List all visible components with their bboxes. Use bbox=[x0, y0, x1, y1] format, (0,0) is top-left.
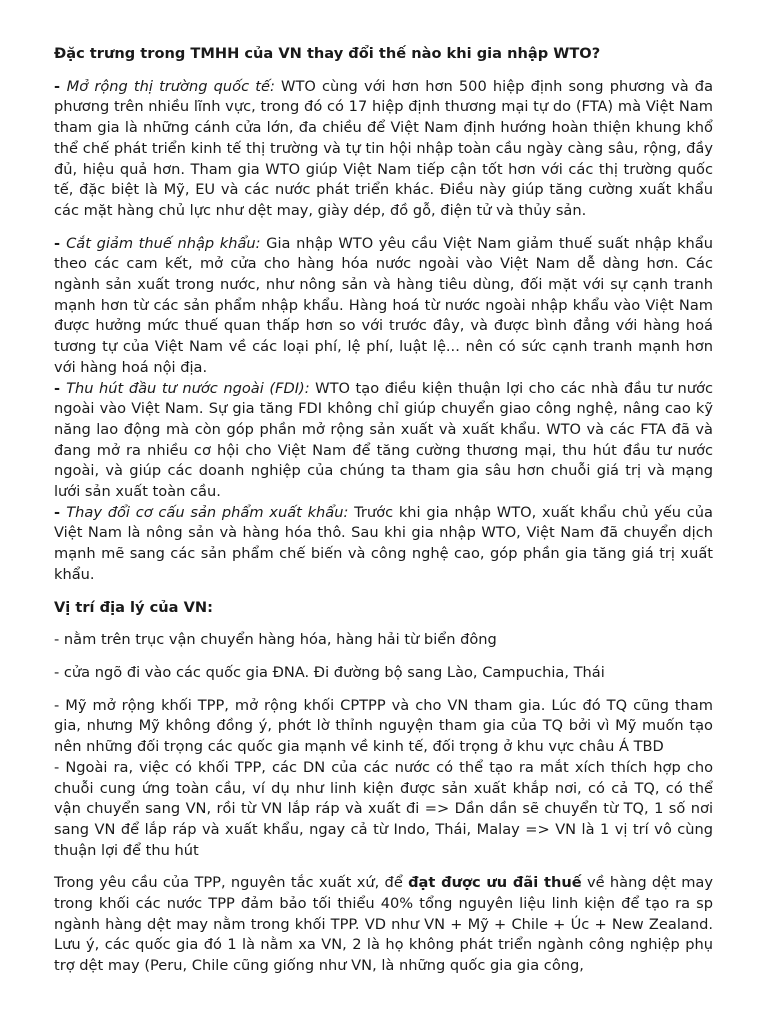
item-dash: - bbox=[54, 77, 67, 95]
item-text: WTO tạo điều kiện thuận lợi cho các nhà đầu tư nước ngoài vào Việt Nam. Sự gia tăng FDI không chỉ giúp chuyển giao công nghệ, nâng cao kỹ năng lao động mà còn góp phần mở rộng sản xuất và xuất khẩu. WTO và các FTA đã và đang mở ra nhiều cơ hội cho Việt Nam để tăng cường thương mại, thu hút đầu tư nước ngoài, và giúp các doanh nghiệp của chúng ta tham gia sâu hơn chuỗi giá trị và mạng lưới sản xuất toàn cầu. bbox=[54, 379, 713, 501]
item-dash: - bbox=[54, 503, 67, 521]
origin-text-post: về hàng dệt may trong khối các nước TPP đảm bảo tối thiểu 40% tổng nguyên liệu linh kiện để tạo ra sp ngành hàng dệt may nằm trong khối TPP. VD như VN + Mỹ + Chile + Úc + New Zealand. Lưu ý, các quốc gia đó 1 là nằm xa VN, 2 là họ không phát triển ngành công nghiệp phụ trợ dệt may (Peru, Chile cũng giống như VN, là những quốc gia gia công, bbox=[54, 874, 713, 975]
section1-heading: Đặc trưng trong TMHH của VN thay đổi thế nào khi gia nhập WTO? bbox=[54, 45, 601, 62]
document-content bbox=[54, 44, 713, 977]
geo-para-supply-chain: - Ngoài ra, việc có khối TPP, các DN của các nước có thể tạo ra mắt xích thích hợp cho chuỗi cung ứng toàn cầu, ví dụ như linh kiện được sản xuất khắp nơi, có cả TQ, có thể vận chuyển sang VN, rồi từ VN lắp ráp và xuất đi => Dần dần sẽ chuyển từ TQ, 1 số nơi sang VN để lắp ráp và xuất khẩu, ngay cả từ Indo, Thái, Malay => VN là 1 vị trí vô cùng thuận lợi để thu hút bbox=[54, 758, 713, 859]
item-expand-markets bbox=[54, 77, 713, 222]
item-label: Thu hút đầu tư nước ngoài (FDI): bbox=[66, 379, 310, 397]
item-label: Thay đổi cơ cấu sản phẩm xuất khẩu: bbox=[66, 503, 349, 521]
geo-para-tpp: - Mỹ mở rộng khối TPP, mở rộng khối CPTPP và cho VN tham gia. Lúc đó TQ cũng tham gia, nhưng Mỹ không đồng ý, phớt lờ thỉnh nguyện tham gia của TQ bởi vì Mỹ muốn tạo nên những đối trọng các quốc gia mạnh về kinh tế, đối trọng ở khu vực châu Á TBD bbox=[54, 696, 713, 756]
origin-text-bold: đạt được ưu đãi thuế bbox=[408, 874, 582, 892]
item-tariff-cuts bbox=[54, 234, 713, 379]
item-text: Trước khi gia nhập WTO, xuất khẩu chủ yếu của Việt Nam là nông sản và hàng hóa thô. Sau khi gia nhập WTO, Việt Nam đã chuyển dịch mạnh mẽ sang các sản phẩm chế biến và công nghệ cao, góp phần gia tăng giá trị xuất khẩu. bbox=[54, 503, 713, 583]
item-fdi bbox=[54, 379, 713, 503]
item-label: Mở rộng thị trường quốc tế: bbox=[66, 77, 275, 95]
item-text: WTO cùng với hơn hơn 500 hiệp định song phương và đa phương trên nhiều lĩnh vực, trong đó có 17 hiệp định thương mại tự do (FTA) mà Việt Nam tham gia là những cánh cửa lớn, đa chiều để Việt Nam định hướng hoàn thiện khung khổ thể chế phát triển kinh tế thị trường và tự tin hội nhập toàn cầu ngày càng sâu, rộng, đầy đủ, hiệu quả hơn. Tham gia WTO giúp Việt Nam tiếp cận tốt hơn với các thị trường quốc tế, đặc biệt là Mỹ, EU và các nước phát triển khác. Điều này giúp tăng cường xuất khẩu các mặt hàng chủ lực như dệt may, giày dép, đồ gỗ, điện tử và thủy sản. bbox=[54, 77, 714, 219]
geo-para-origin-rules bbox=[54, 873, 713, 977]
item-dash: - bbox=[54, 379, 67, 397]
section2-heading: Vị trí địa lý của VN: bbox=[54, 598, 213, 616]
item-text: Gia nhập WTO yêu cầu Việt Nam giảm thuế suất nhập khẩu theo các cam kết, mở cửa cho hàng hóa nước ngoài vào Việt Nam dễ dàng hơn. Các ngành sản xuất trong nước, như nông sản và hàng tiêu dùng, đối mặt với sự cạnh tranh mạnh hơn từ các sản phẩm nhập khẩu. Hàng hoá từ nước ngoài nhập khẩu vào Việt Nam được hưởng mức thuế quan thấp hơn so với trước đây, và được bình đẳng với hàng hoá tương tự của Việt Nam về các loại phí, lệ phí, luật lệ... nên có sức cạnh tranh mạnh hơn với hàng hoá nội địa. bbox=[54, 234, 713, 376]
geo-line-gateway: - cửa ngõ đi vào các quốc gia ĐNA. Đi đường bộ sang Lào, Campuchia, Thái bbox=[54, 663, 605, 681]
geo-line-shipping: - nằm trên trục vận chuyển hàng hóa, hàng hải từ biển đông bbox=[54, 631, 497, 649]
item-dash: - bbox=[54, 234, 67, 252]
item-label: Cắt giảm thuế nhập khẩu: bbox=[66, 234, 261, 252]
origin-text-pre: Trong yêu cầu của TPP, nguyên tắc xuất xứ, để bbox=[54, 874, 409, 892]
item-export-structure bbox=[54, 503, 713, 586]
